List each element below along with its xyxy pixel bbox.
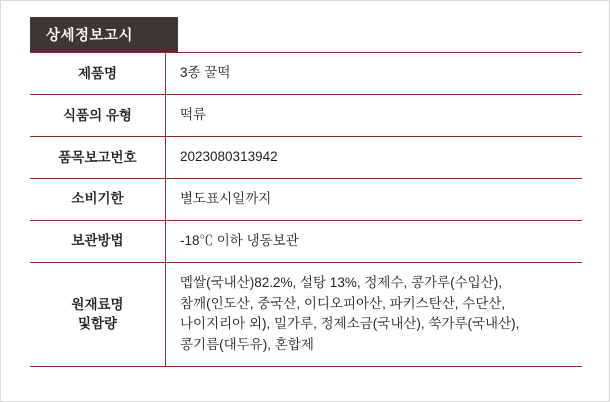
row-label: 소비기한 — [30, 178, 166, 220]
ingredients-line: 콩기름(대두유), 혼합제 — [180, 337, 314, 353]
table-row — [30, 53, 582, 95]
row-label-line2: 및함량 — [77, 316, 118, 332]
row-label: 품목보고번호 — [30, 136, 166, 178]
row-value: 별도표시일까지 — [180, 190, 272, 206]
row-label-ingredients — [30, 262, 166, 367]
row-label: 보관방법 — [30, 220, 166, 262]
product-info-notice — [30, 17, 582, 367]
row-value: -18℃ 이하 냉동보관 — [180, 232, 299, 248]
product-info-table — [30, 52, 582, 367]
table-row — [30, 220, 582, 262]
row-label: 식품의 유형 — [30, 94, 166, 136]
table-row — [30, 178, 582, 220]
page-title: 상세정보고시 — [30, 17, 178, 52]
row-value: 2023080313942 — [180, 148, 278, 164]
row-value: 3종 꿀떡 — [180, 65, 231, 80]
row-label: 제품명 — [30, 53, 166, 95]
ingredients-line: 나이지리아 외), 밀가루, 정제소금(국내산), 쑥가루(국내산), — [180, 316, 520, 332]
row-label-line1: 원재료명 — [71, 296, 124, 312]
table-row-ingredients — [30, 262, 582, 367]
ingredients-line: 멥쌀(국내산)82.2%, 설탕 13%, 정제수, 콩가루(수입산), — [180, 274, 502, 290]
row-value-ingredients — [166, 262, 583, 367]
ingredients-line: 참깨(인도산, 중국산, 이디오피아산, 파키스탄산, 수단산, — [180, 295, 506, 311]
row-value: 떡류 — [180, 106, 207, 122]
table-row — [30, 94, 582, 136]
table-row — [30, 136, 582, 178]
